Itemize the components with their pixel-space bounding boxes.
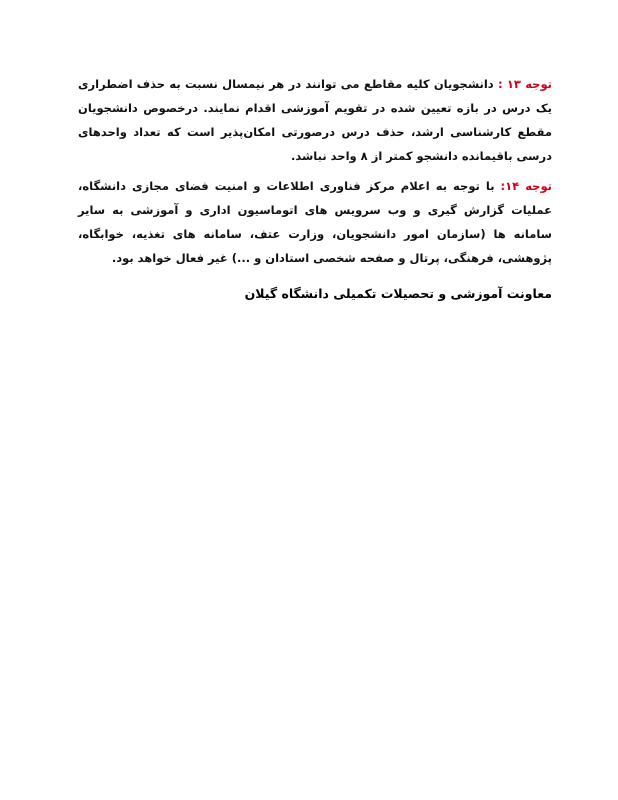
note-13-text: دانشجویان کلیه مقاطع می توانند در هر نیمسال نسبت به حذف اضطراری یک درس در بازه تعیین شده در تقویم آموزشی اقدام نمایند. درخصوص دانشجویان مقطع کارشناسی ارشد، حذف درس درصورتی امکان‌پذیر است که تعداد واحدهای درسی باقیمانده دانشجو کمتر از ۸ واحد نباشد. [78, 77, 552, 163]
signature: معاونت آموزشی و تحصیلات تکمیلی دانشگاه گیلان [244, 286, 552, 301]
note-13-label: توجه ۱۳ : [497, 77, 553, 91]
note-14-label: توجه ۱۴: [500, 179, 552, 193]
notes-section [78, 72, 552, 276]
note-14 [78, 174, 552, 270]
note-13 [78, 72, 552, 168]
note-14-text: با توجه به اعلام مرکز فناوری اطلاعات و امنیت فضای مجازی دانشگاه، عملیات گزارش گیری و وب سرویس های اتوماسیون اداری و آموزشی به سایر سامانه ها (سازمان امور دانشجویان، وزارت عتف، سامانه های تغذیه، خوابگاه، پژوهشی، فرهنگی، پرتال و صفحه شخصی استادان و ...) غیر فعال خواهد بود. [78, 179, 552, 265]
